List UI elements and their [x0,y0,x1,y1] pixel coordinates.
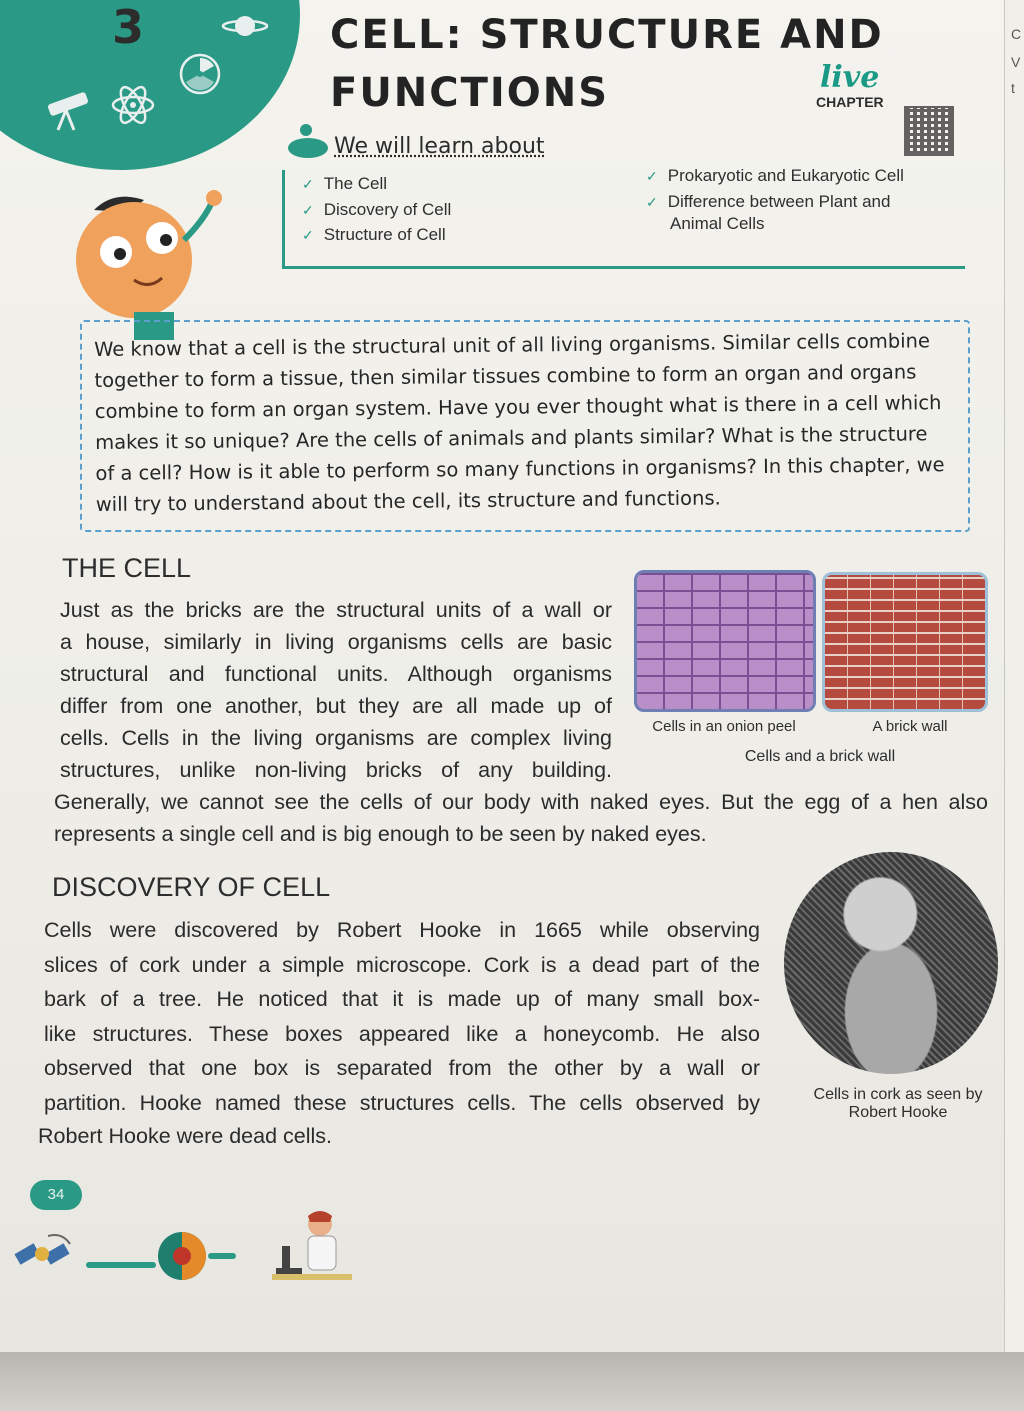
check-icon: ✓ [302,202,314,218]
intro-line: of a cell? How is it able to perform so many functions in organisms? In this chapter, we [95,453,945,485]
intro-line: combine to form an organ system. Have you ever thought what is there in a cell which [94,391,942,423]
body-line: slices of cork under a simple microscope. Cork is a dead part of the [44,952,760,977]
cork-cells-image [784,852,998,1074]
learn-item: ✓ Prokaryotic and Eukaryotic Cell [646,166,904,185]
learn-item: ✓ Discovery of Cell [302,200,452,219]
body-line: Generally, we cannot see the cells of our body with naked eyes. But the egg of a hen also [54,790,988,814]
earth-core-icon [150,1228,240,1284]
check-icon: ✓ [646,194,658,210]
atom-icon [108,80,158,130]
caption-onion: Cells in an onion peel [652,718,796,735]
caption-brick: A brick wall [872,718,948,735]
check-icon: ✓ [302,176,314,192]
page-number: 34 [30,1180,82,1210]
body-line: like structures. These boxes appeared like a honeycomb. He also [44,1021,760,1046]
check-icon: ✓ [646,168,658,184]
caption-cork: Cells in cork as seen by Robert Hooke [813,1086,983,1121]
discovery-heading: DISCOVERY OF CELL [52,872,331,902]
discovery-paragraph [44,913,760,1120]
mascot-character-icon [64,180,264,340]
footer-divider [86,1262,156,1268]
body-line: cells. Cells in the living organisms are complex living [60,726,612,750]
the-cell-paragraph [60,594,612,786]
body-line: bark of a tree. He noticed that it is made up of many small box- [44,987,760,1011]
the-cell-heading: THE CELL [62,553,192,583]
learn-bullet-icon [286,122,330,162]
brick-wall-image [822,572,988,712]
table-surface [0,1352,1024,1411]
body-line: Just as the bricks are the structural units of a wall or [60,598,612,622]
learn-item: Animal Cells [670,214,765,233]
scientist-microscope-icon [268,1206,358,1286]
learn-item: ✓ The Cell [302,174,388,193]
caption-figure: Cells and a brick wall [744,748,896,765]
live-badge-label: CHAPTER [816,94,884,110]
intro-line: will try to understand about the cell, its structure and functions. [95,486,721,516]
body-line: Cells were discovered by Robert Hooke in 1665 while observing [44,918,760,942]
body-line: represents a single cell and is big enough to be seen by naked eyes. [54,822,707,846]
live-badge-word: live [820,60,880,95]
check-icon: ✓ [302,227,314,243]
intro-line: together to form a tissue, then similar tissues combine to form an organ and organs [94,360,917,392]
learn-heading: We will learn about [334,134,545,159]
body-line: partition. Hooke named these structures cells. The cells observed by [44,1090,760,1115]
learn-item: ✓ Difference between Plant and [646,192,891,211]
planet-icon [220,8,270,44]
chapter-number: 3 [112,0,145,54]
discovery-paragraph-last [38,1120,754,1152]
body-line: differ from one another, but they are all made up of [60,694,612,718]
intro-paragraph [94,325,966,520]
the-cell-paragraph-wide [54,786,988,818]
the-cell-paragraph-wide [54,818,988,850]
chapter-title-line1: CELL: STRUCTURE AND [330,12,884,58]
radiation-icon [178,52,222,96]
body-line: observed that one box is separated from the other by a wall or [44,1056,760,1080]
learn-item: ✓ Structure of Cell [302,225,446,244]
intro-line: makes it so unique? Are the cells of animals and plants similar? What is the structure [95,422,928,454]
body-line: structural and functional units. Although organisms [60,662,612,686]
telescope-icon [40,80,100,140]
body-line: Robert Hooke were dead cells. [38,1124,332,1148]
satellite-icon [8,1218,78,1284]
live-chapter-badge [812,60,962,170]
intro-line: We know that a cell is the structural unit of all living organisms. Similar cells combine [94,329,931,361]
adjacent-page-edge: C V t [1004,0,1024,1352]
body-line: a house, similarly in living organisms cells are basic [60,630,612,654]
chapter-title-line2: FUNCTIONS [330,70,610,116]
body-line: structures, unlike non-living bricks of any building. [60,758,612,782]
qr-code-icon [904,106,954,156]
onion-peel-cells-image [634,570,816,712]
